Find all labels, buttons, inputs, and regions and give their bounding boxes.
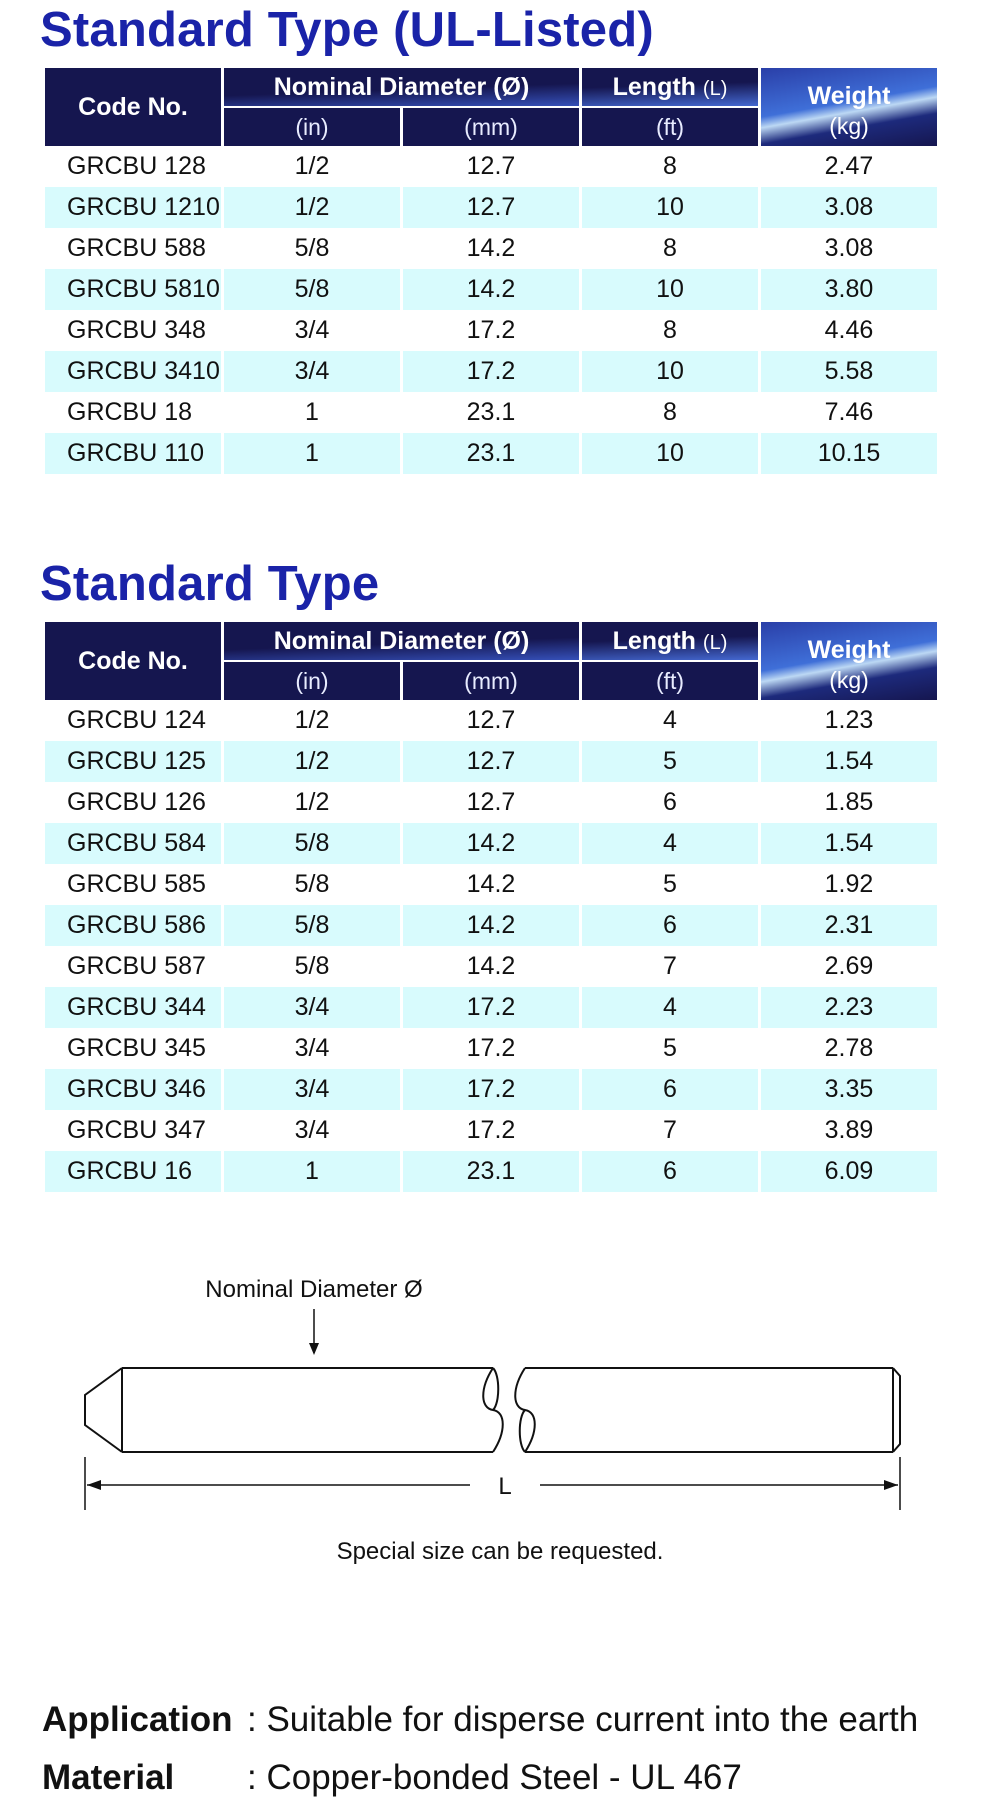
cell-ft: 8 <box>663 316 677 344</box>
cell-ft: 7 <box>663 1116 677 1144</box>
application-label: Application <box>42 1700 233 1739</box>
table-row <box>45 700 937 741</box>
header-unit-mm: (mm) <box>403 662 579 700</box>
special-size-note: Special size can be requested. <box>336 1538 664 1565</box>
cell-ft: 8 <box>663 152 677 180</box>
cell-mm: 14.2 <box>403 905 579 946</box>
table-row <box>45 823 937 864</box>
standard-table-body <box>45 700 937 1192</box>
cell-kg: 2.47 <box>824 152 874 180</box>
cell-mm: 14.2 <box>403 823 579 864</box>
header-unit-in: (in) <box>224 108 400 146</box>
cell-kg: 2.69 <box>824 952 874 980</box>
cell-in: 1/2 <box>224 187 400 228</box>
cell-ft: 10 <box>582 433 758 474</box>
cell-mm: 12.7 <box>466 706 516 734</box>
cell-in: 3/4 <box>224 351 400 392</box>
table-row <box>45 946 937 987</box>
cell-mm: 12.7 <box>466 788 516 816</box>
material-value: : Copper-bonded Steel - UL 467 <box>247 1758 742 1797</box>
header-nominal-diameter: Nominal Diameter (Ø) <box>224 622 579 662</box>
cell-ft: 6 <box>582 1069 758 1110</box>
header-length <box>582 622 758 662</box>
cell-mm: 17.2 <box>466 1034 516 1062</box>
cell-in: 3/4 <box>294 316 330 344</box>
cell-mm: 17.2 <box>403 1069 579 1110</box>
header-unit-kg: (kg) <box>829 113 869 139</box>
cell-mm: 17.2 <box>466 1116 516 1144</box>
table-row <box>45 1028 937 1069</box>
section-title-standard: Standard Type <box>40 557 380 611</box>
table-row <box>45 228 937 269</box>
cell-ft: 4 <box>663 706 677 734</box>
cell-mm: 14.2 <box>466 234 516 262</box>
cell-kg: 10.15 <box>761 433 937 474</box>
cell-in: 5/8 <box>224 269 400 310</box>
cell-mm: 23.1 <box>466 398 516 426</box>
cell-kg: 2.31 <box>761 905 937 946</box>
diameter-arrow <box>309 1309 319 1355</box>
cell-code: GRCBU 588 <box>67 234 206 262</box>
header-length-symbol: (L) <box>702 631 728 654</box>
header-unit-kg: (kg) <box>829 667 869 693</box>
standard-spec-table <box>42 622 940 1192</box>
material-row <box>42 1758 742 1798</box>
table-row <box>45 433 937 474</box>
cell-in: 1 <box>224 433 400 474</box>
cell-mm: 17.2 <box>466 316 516 344</box>
section-title-ul-listed: Standard Type (UL-Listed) <box>40 3 654 57</box>
length-dimension-line <box>85 1457 900 1510</box>
header-length-symbol: (L) <box>702 77 728 100</box>
cell-kg: 3.89 <box>824 1116 874 1144</box>
cell-code: GRCBU 344 <box>45 987 221 1028</box>
table-row <box>45 905 937 946</box>
cell-mm: 14.2 <box>466 952 516 980</box>
cell-kg: 5.58 <box>761 351 937 392</box>
header-weight <box>761 68 937 146</box>
cell-in: 3/4 <box>294 1116 330 1144</box>
cell-ft: 10 <box>582 269 758 310</box>
cell-in: 5/8 <box>224 905 400 946</box>
cell-in: 1 <box>224 1151 400 1192</box>
header-unit-mm: (mm) <box>403 108 579 146</box>
header-unit-in: (in) <box>224 662 400 700</box>
cell-kg: 1.54 <box>761 823 937 864</box>
cell-code: GRCBU 125 <box>45 741 221 782</box>
cell-kg: 3.80 <box>761 269 937 310</box>
cell-code: GRCBU 1210 <box>45 187 221 228</box>
cell-code: GRCBU 110 <box>45 433 221 474</box>
cell-code: GRCBU 16 <box>45 1151 221 1192</box>
cell-in: 1/2 <box>224 741 400 782</box>
table-row <box>45 782 937 823</box>
cell-kg: 1.54 <box>761 741 937 782</box>
cell-mm: 12.7 <box>403 741 579 782</box>
table-row <box>45 1069 937 1110</box>
cell-kg: 2.23 <box>761 987 937 1028</box>
cell-ft: 8 <box>663 398 677 426</box>
cell-mm: 14.2 <box>466 870 516 898</box>
cell-in: 1/2 <box>294 788 330 816</box>
header-weight-label: Weight <box>807 636 891 664</box>
cell-ft: 5 <box>663 1034 677 1062</box>
cell-code: GRCBU 587 <box>67 952 206 980</box>
header-nominal-diameter: Nominal Diameter (Ø) <box>224 68 579 108</box>
cell-mm: 12.7 <box>403 187 579 228</box>
cell-ft: 4 <box>582 987 758 1028</box>
table-row <box>45 1151 937 1192</box>
table-row <box>45 864 937 905</box>
cell-kg: 7.46 <box>824 398 874 426</box>
cell-kg: 6.09 <box>761 1151 937 1192</box>
cell-code: GRCBU 3410 <box>45 351 221 392</box>
cell-ft: 5 <box>582 741 758 782</box>
cell-kg: 3.08 <box>761 187 937 228</box>
cell-in: 1/2 <box>294 152 330 180</box>
table-row <box>45 187 937 228</box>
cell-code: GRCBU 345 <box>67 1034 206 1062</box>
cell-code: GRCBU 5810 <box>45 269 221 310</box>
table-row <box>45 392 937 433</box>
cell-kg: 2.78 <box>824 1034 874 1062</box>
table-row <box>45 351 937 392</box>
cell-code: GRCBU 124 <box>67 706 206 734</box>
cell-mm: 23.1 <box>403 1151 579 1192</box>
header-unit-ft: (ft) <box>582 662 758 700</box>
rod-right-segment <box>515 1368 900 1452</box>
table-row <box>45 987 937 1028</box>
cell-kg: 3.08 <box>824 234 874 262</box>
application-row <box>42 1700 918 1740</box>
header-weight-label: Weight <box>807 82 891 110</box>
cell-kg: 3.35 <box>761 1069 937 1110</box>
cell-code: GRCBU 126 <box>67 788 206 816</box>
cell-in: 3/4 <box>224 1069 400 1110</box>
cell-kg: 1.23 <box>824 706 874 734</box>
cell-ft: 5 <box>663 870 677 898</box>
cell-mm: 14.2 <box>403 269 579 310</box>
cell-in: 3/4 <box>294 1034 330 1062</box>
cell-kg: 4.46 <box>824 316 874 344</box>
length-label: L <box>498 1473 512 1500</box>
cell-in: 5/8 <box>294 870 330 898</box>
cell-ft: 8 <box>663 234 677 262</box>
cell-mm: 17.2 <box>403 987 579 1028</box>
cell-ft: 4 <box>582 823 758 864</box>
header-unit-ft: (ft) <box>582 108 758 146</box>
ul-listed-table-body <box>45 146 937 474</box>
cell-code: GRCBU 128 <box>67 152 206 180</box>
header-code-no: Code No. <box>45 68 221 146</box>
ul-listed-spec-table <box>42 68 940 474</box>
cell-mm: 17.2 <box>403 351 579 392</box>
cell-kg: 1.92 <box>824 870 874 898</box>
cell-code: GRCBU 346 <box>45 1069 221 1110</box>
table-row <box>45 269 937 310</box>
cell-in: 5/8 <box>224 823 400 864</box>
cell-ft: 10 <box>582 187 758 228</box>
cell-in: 5/8 <box>294 952 330 980</box>
table-row <box>45 741 937 782</box>
cell-code: GRCBU 347 <box>67 1116 206 1144</box>
cell-ft: 6 <box>582 1151 758 1192</box>
header-code-no: Code No. <box>45 622 221 700</box>
header-length-label: Length <box>612 72 696 101</box>
cell-in: 5/8 <box>294 234 330 262</box>
cell-ft: 6 <box>582 905 758 946</box>
cell-mm: 23.1 <box>403 433 579 474</box>
cell-code: GRCBU 348 <box>67 316 206 344</box>
diameter-label: Nominal Diameter Ø <box>205 1276 423 1303</box>
cell-ft: 10 <box>582 351 758 392</box>
cell-ft: 7 <box>663 952 677 980</box>
application-value: : Suitable for disperse current into the earth <box>247 1700 919 1739</box>
header-weight <box>761 622 937 700</box>
cell-in: 1 <box>305 398 319 426</box>
cell-ft: 6 <box>663 788 677 816</box>
table-row <box>45 146 937 187</box>
header-length-label: Length <box>612 626 696 655</box>
cell-mm: 12.7 <box>466 152 516 180</box>
cell-code: GRCBU 18 <box>67 398 193 426</box>
cell-in: 3/4 <box>224 987 400 1028</box>
cell-code: GRCBU 585 <box>67 870 206 898</box>
rod-left-segment <box>85 1368 503 1452</box>
cell-kg: 1.85 <box>824 788 874 816</box>
material-label: Material <box>42 1758 175 1797</box>
ground-rod-diagram <box>0 1275 1000 1515</box>
header-length <box>582 68 758 108</box>
table-row <box>45 310 937 351</box>
cell-code: GRCBU 584 <box>45 823 221 864</box>
table-row <box>45 1110 937 1151</box>
cell-code: GRCBU 586 <box>45 905 221 946</box>
cell-in: 1/2 <box>294 706 330 734</box>
